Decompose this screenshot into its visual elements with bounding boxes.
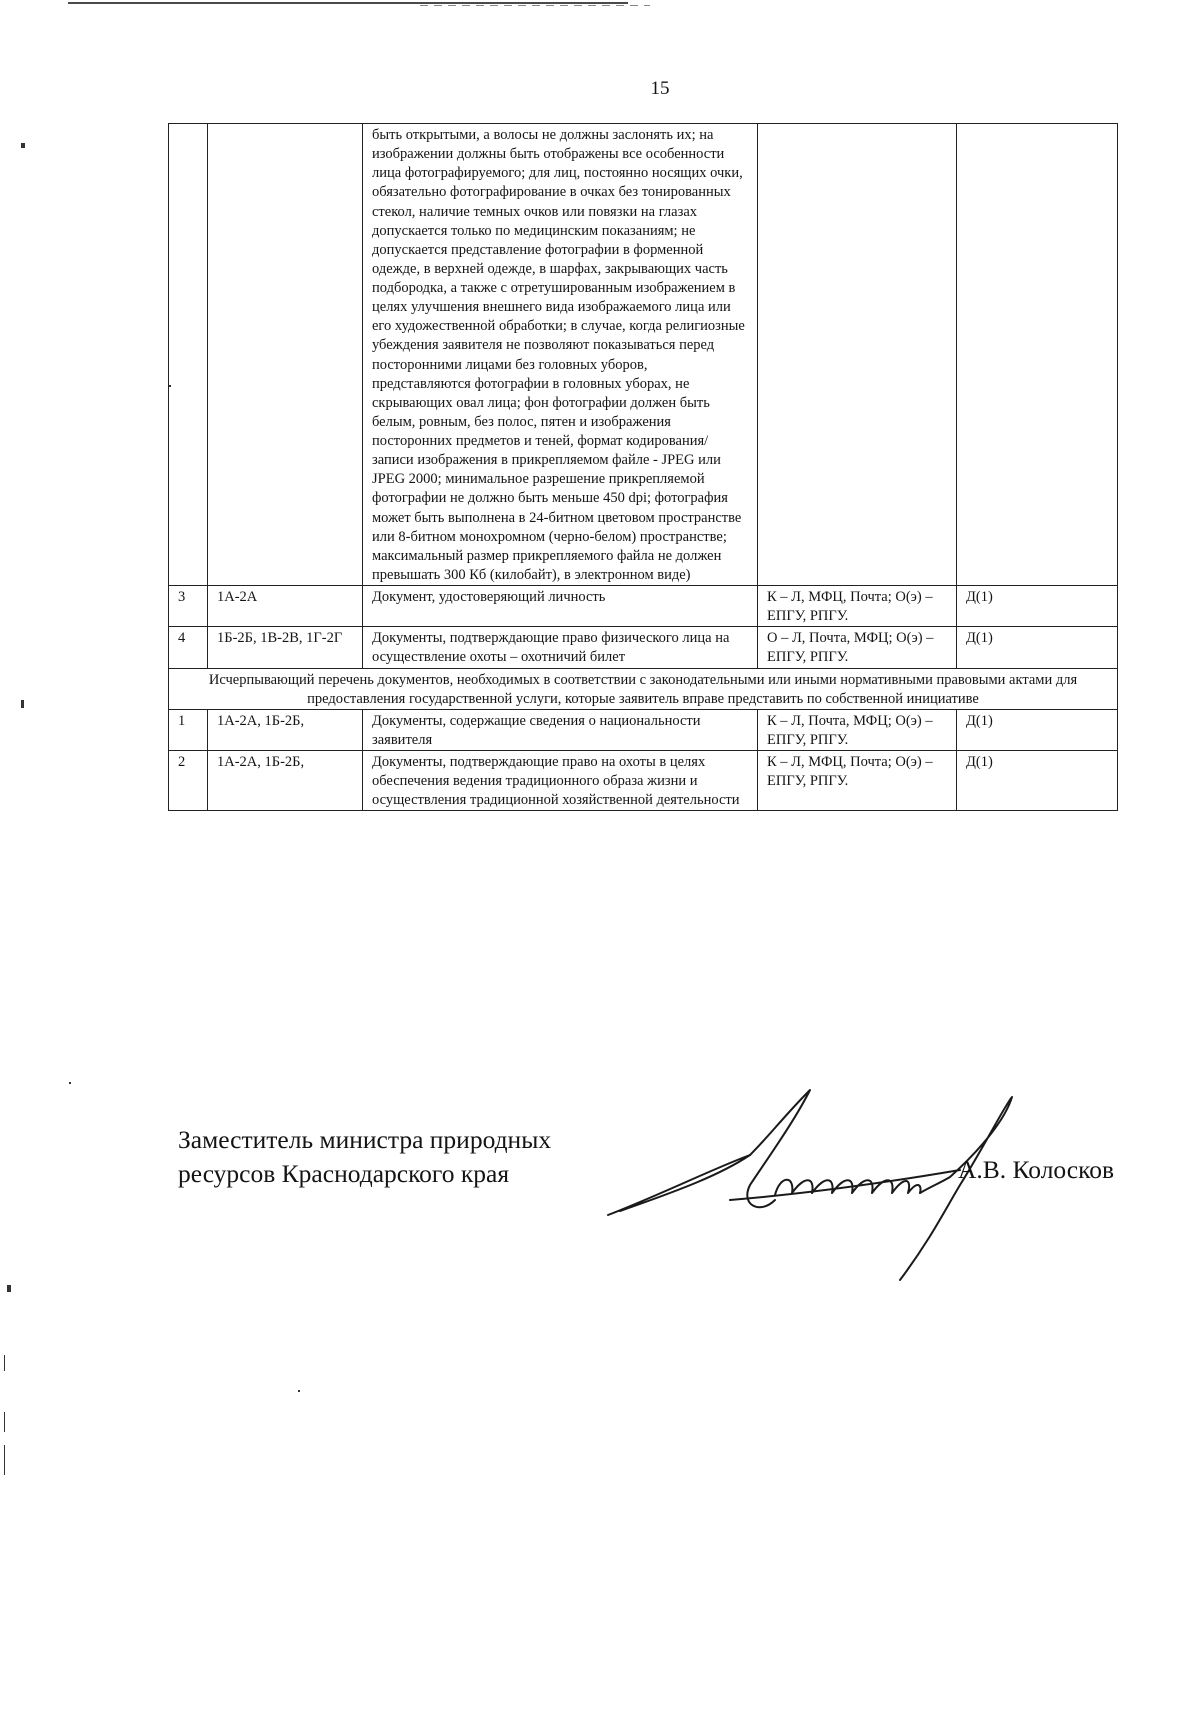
- signatory-position-line: ресурсов Краснодарского края: [178, 1159, 510, 1189]
- section-title: Исчерпывающий перечень документов, необходимых в соответствии с законодательными или иными нормативными правовыми актами для предоставления государственной услуги, которые заявитель вправе представить по собственной инициативе: [169, 668, 1118, 709]
- table-row: [169, 586, 1118, 627]
- cell-num: [169, 124, 208, 586]
- cell-codes: 1А-2А, 1Б-2Б,: [208, 751, 363, 811]
- scan-speck: [4, 1445, 5, 1475]
- cell-channels: К – Л, Почта, МФЦ; О(э) – ЕПГУ, РПГУ.: [758, 709, 957, 750]
- cell-document: Документ, удостоверяющий личность: [363, 586, 758, 627]
- cell-num: 4: [169, 627, 208, 668]
- signatory-position: [178, 1123, 551, 1192]
- scan-artifact-line: [68, 2, 628, 4]
- scan-speck: [7, 1285, 11, 1292]
- cell-form: Д(1): [957, 709, 1118, 750]
- table-row: [169, 751, 1118, 811]
- section-header-row: [169, 668, 1118, 709]
- cell-codes: 1Б-2Б, 1В-2В, 1Г-2Г: [208, 627, 363, 668]
- cell-channels: К – Л, МФЦ, Почта; О(э) – ЕПГУ, РПГУ.: [758, 586, 957, 627]
- cell-document: Документы, подтверждающие право физического лица на осуществление охоты – охотничий билет: [363, 627, 758, 668]
- cell-channels: [758, 124, 957, 586]
- scan-speck: [21, 143, 25, 148]
- cell-document: Документы, содержащие сведения о национальности заявителя: [363, 709, 758, 750]
- page-number: 15: [650, 78, 670, 99]
- table-row: [169, 627, 1118, 668]
- cell-num: 1: [169, 709, 208, 750]
- scan-speck: [4, 1412, 5, 1432]
- cell-num: 2: [169, 751, 208, 811]
- cell-form: [957, 124, 1118, 586]
- cell-form: Д(1): [957, 586, 1118, 627]
- documents-table: [168, 123, 1118, 811]
- signatory-name: А.В. Колосков: [958, 1155, 1115, 1184]
- cell-codes: [208, 124, 363, 586]
- cell-form: Д(1): [957, 751, 1118, 811]
- signatory-position-line: Заместитель министра природных: [178, 1125, 552, 1154]
- cell-codes: 1А-2А, 1Б-2Б,: [208, 709, 363, 750]
- scan-artifact-dashes: [420, 5, 650, 6]
- scan-speck: [298, 1390, 300, 1392]
- table-row: [169, 124, 1118, 586]
- scan-speck: [21, 700, 24, 708]
- cell-document: Документы, подтверждающие право на охоты в целях обеспечения ведения традиционного образа жизни и осуществления традиционной хозяйственной деятельности: [363, 751, 758, 811]
- cell-num: 3: [169, 586, 208, 627]
- scan-speck: [69, 1082, 71, 1084]
- scan-speck: [4, 1355, 5, 1371]
- cell-form: Д(1): [957, 627, 1118, 668]
- table-row: [169, 709, 1118, 750]
- cell-photo-requirements: быть открытыми, а волосы не должны заслонять их; на изображении должны быть отображены все особенности лица фотографируемого; для лиц, постоянно носящих очки, обязательно фотографирование в очках без тонированных стекол, наличие темных очков или повязки на глазах допускается только по медицинским показаниям; не допускается представление фотографии в форменной одежде, в верхней одежде, в шарфах, закрывающих часть подбородка, а также с отретушированным изображением в целях улучшения внешнего вида изображаемого лица или его художественной обработки; в случае, когда религиозные убеждения заявителя не позволяют показываться перед посторонними лицами без головных уборов, представляются фотографии в головных уборах, не скрывающих овал лица; фон фотографии должен быть белым, ровным, без полос, пятен и изображения посторонних предметов и теней, формат кодирования/записи изображения в прикрепляемом файле - JPEG или JPEG 2000; минимальное разрешение прикрепляемой фотографии не должно быть меньше 450 dpi; фотография может быть выполнена в 24-битном цветовом пространстве или 8-битном монохромном (черно-белом) пространстве; максимальный размер прикрепляемого файла не должен превышать 300 Кб (килобайт), в электронном виде): [363, 124, 758, 586]
- cell-codes: 1А-2А: [208, 586, 363, 627]
- cell-channels: К – Л, МФЦ, Почта; О(э) – ЕПГУ, РПГУ.: [758, 751, 957, 811]
- cell-channels: О – Л, Почта, МФЦ; О(э) – ЕПГУ, РПГУ.: [758, 627, 957, 668]
